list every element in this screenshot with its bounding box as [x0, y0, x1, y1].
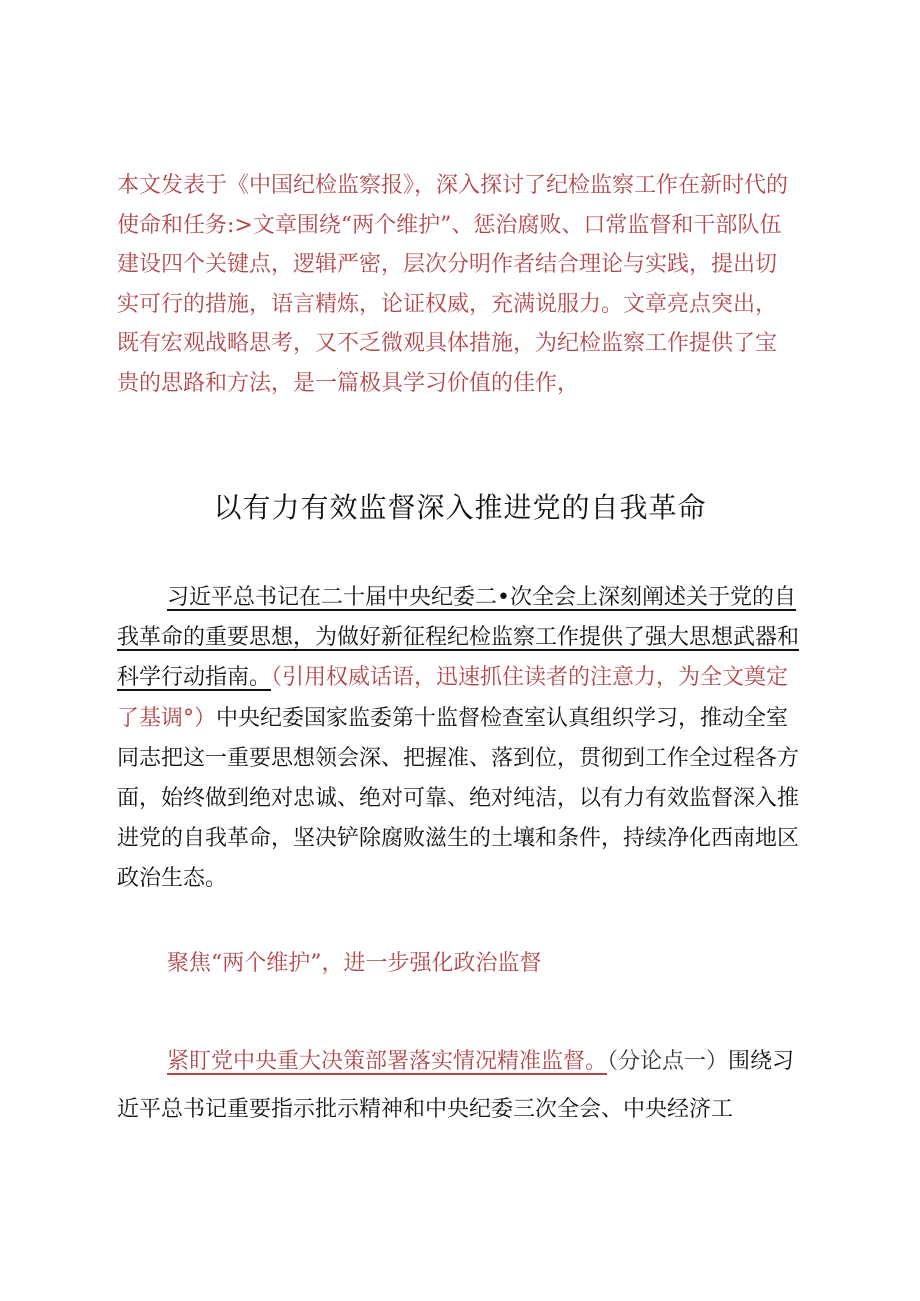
article-title: 以有力有效监督深入推进党的自我革命 — [213, 491, 707, 524]
intro-summary: 本文发表于《中国纪检监察报》，深入探讨了纪检监察工作在新时代的使命和任务:>文章围绕“两个维护”、惩治腐败、口常监督和干部队伍建设四个关键点，逻辑严密，层次分明作者结合理论与实践，提出切实可行的措施，语言精炼，论证权威，充满说服力。文章亮点突出，既有宏观战略思考，又不乏微观具体措施，为纪检监察工作提供了宝贵的思路和方法，是一篇极具学习价值的佳作， — [117, 173, 789, 396]
subpoint-text: 围绕习近平总书记重要指示批示精神和中央纪委三次全会、中央经济工 — [117, 1049, 795, 1122]
paragraph-text: 中央纪委国家监委第十监督检查室认真组织学习，推动全室同志把这一重要思想领会深、把握准、落到位，贯彻到工作全过程各方面，始终做到绝对忠诚、绝对可靠、绝对纯洁，以有力有效监督深入推进党的自我革命，坚决铲除腐败滋生的土壤和条件，持续净化西南地区政治生态。 — [117, 705, 800, 892]
quoted-statement: 习近平总书记在二十届中央纪委二•次全会上深刻阐述关于党的自我革命的重要思想，为做好新征程纪检监察工作提供了强大思想武器和科学行动指南。 — [117, 585, 800, 691]
subsection-paragraph — [117, 1038, 803, 1134]
editor-annotation: （引用权威话语，迅速抓住读者的注意力，为全文奠定了基调°） — [117, 665, 789, 731]
subpoint-annotation: （分论点一） — [607, 1049, 729, 1074]
subpoint-lead: 紧盯党中央重大决策部署落实情况精准监督。 — [167, 1049, 608, 1074]
section-heading: 聚焦“两个维护”，进一步强化政治监督 — [167, 951, 542, 976]
opening-paragraph — [117, 578, 803, 900]
